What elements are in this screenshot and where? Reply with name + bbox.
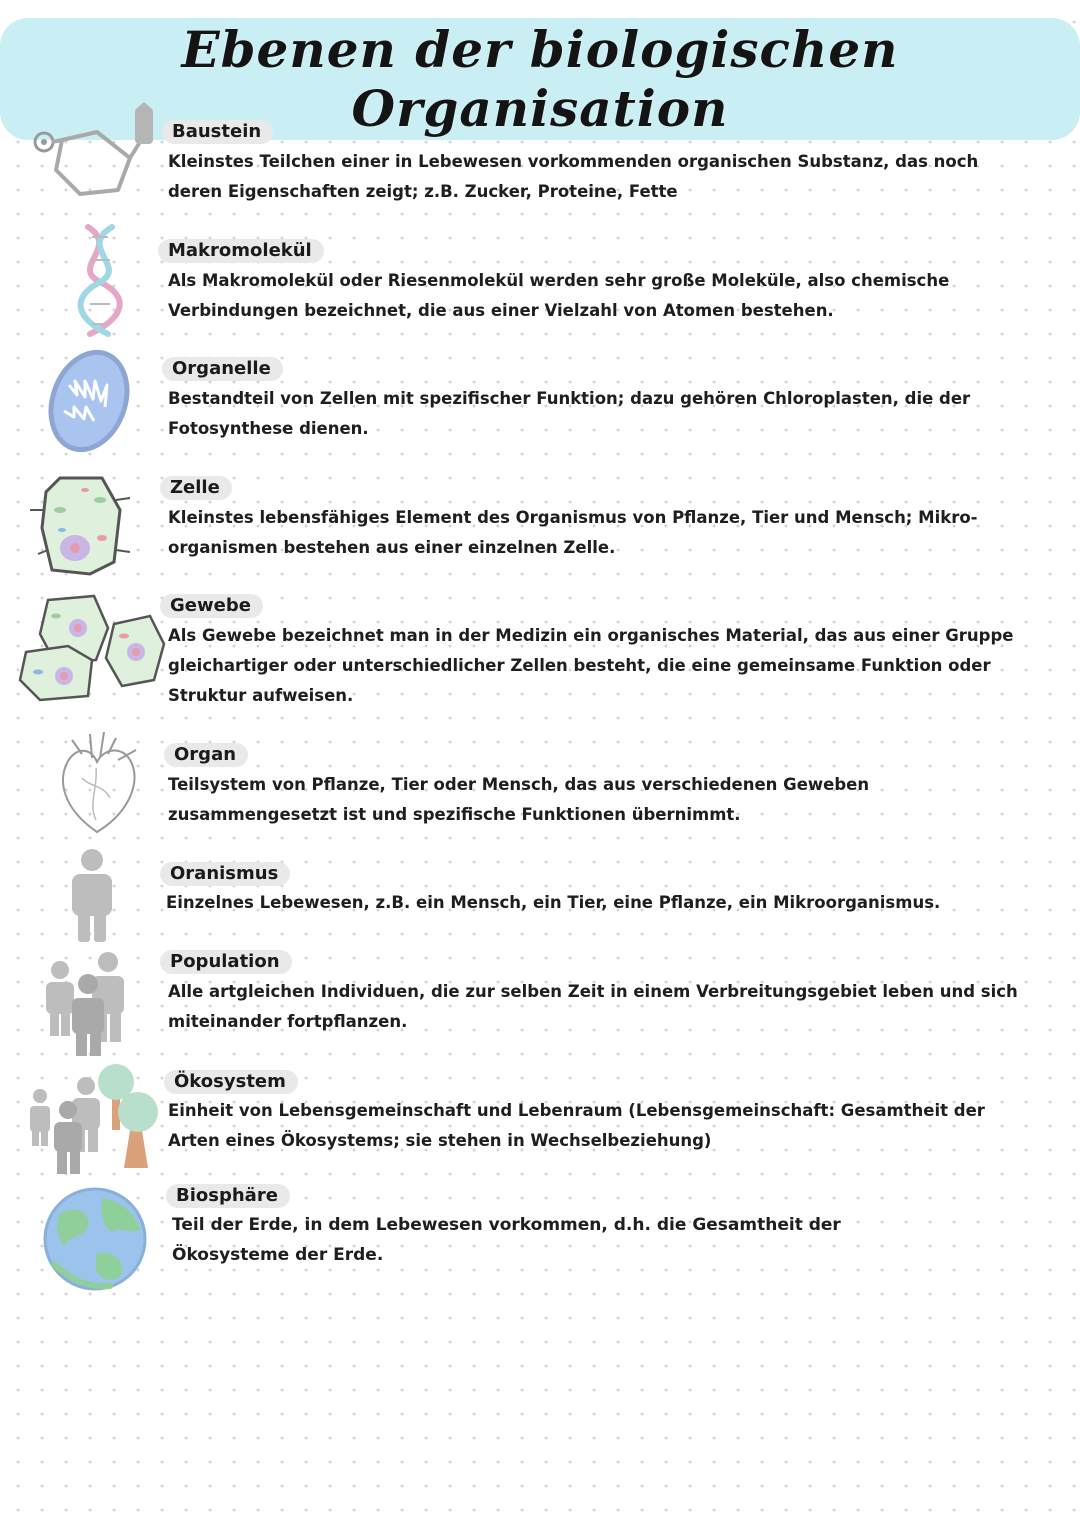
level-label: Gewebe [160,594,263,618]
level-description: Einheit von Lebensgemeinschaft und Lebenraum (Lebensgemeinschaft: Gesamtheit der Arten eines Ökosystems; sie stehen in Wechselbeziehung) [168,1101,985,1150]
mitochondrion-icon [44,345,134,455]
level-label: Organelle [162,357,283,381]
level-description: Als Makromolekül oder Riesenmolekül werden sehr große Moleküle, also chemische Verbindungen bezeichnet, die aus einer Vielzahl von Atomen bestehen. [168,271,950,320]
level-label: Organ [164,743,248,767]
earth-globe-icon [40,1184,150,1294]
level-description: Kleinstes lebensfähiges Element des Organismus von Pflanze, Tier und Mensch; Mikro-organismen bestehen aus einer einzelnen Zelle. [168,508,978,557]
level-description: Teil der Erde, in dem Lebewesen vorkommen, d.h. die Gesamtheit der Ökosysteme der Erde. [172,1215,841,1265]
level-label: Ökosystem [164,1070,298,1094]
group-of-people-icon [40,948,140,1058]
level-label: Baustein [162,120,273,144]
heart-organ-icon [52,728,142,838]
molecule-hexagon-icon [22,100,162,210]
level-label: Population [160,950,292,974]
title-wrapper [0,18,1080,140]
person-icon [62,846,122,946]
level-description: Als Gewebe bezeichnet man in der Medizin ein organisches Material, das aus einer Gruppe gleichartiger oder unterschiedlicher Zellen besteht, die eine gemeinsame Funktion oder Struktur aufweisen. [168,626,1014,705]
level-description: Bestandteil von Zellen mit spezifischer Funktion; dazu gehören Chloroplasten, die der Fotosynthese dienen. [168,389,971,438]
level-description: Kleinstes Teilchen einer in Lebewesen vorkommenden organischen Substanz, das noch deren Eigenschaften zeigt; z.B. Zucker, Proteine, Fette [168,152,979,201]
level-label: Makromolekül [158,239,324,263]
level-label: Zelle [160,476,232,500]
page-title: Ebenen der biologischen Organisation [0,18,1080,140]
level-label: Oranismus [160,862,290,886]
level-description: Alle artgleichen Individuen, die zur selben Zeit in einem Verbreitungsgebiet leben und sich miteinander fortpflanzen. [168,982,1018,1031]
level-description: Teilsystem von Pflanze, Tier oder Mensch, das aus verschiedenen Geweben zusammengesetzt ist und spezifische Funktionen übernimmt. [168,775,870,824]
people-and-trees-icon [24,1060,164,1180]
tissue-cells-icon [16,588,166,703]
dna-helix-icon [60,222,140,337]
level-label: Biosphäre [166,1184,290,1208]
plant-cell-icon [30,470,130,580]
level-description: Einzelnes Lebewesen, z.B. ein Mensch, ein Tier, eine Pflanze, ein Mikroorganismus. [166,893,941,912]
